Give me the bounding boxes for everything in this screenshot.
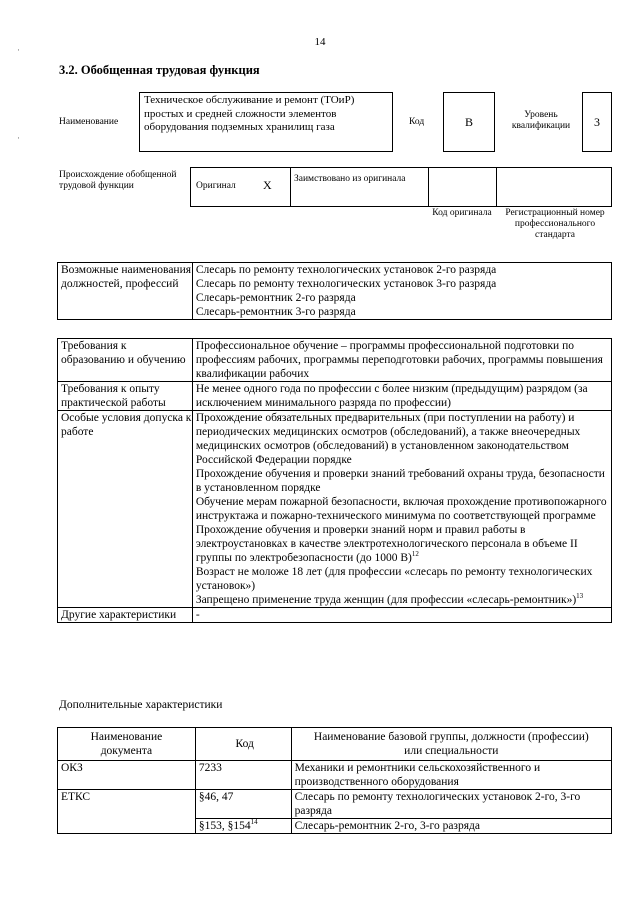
code-value-box: B <box>443 92 495 152</box>
table-row <box>58 339 612 382</box>
table-row <box>58 819 612 834</box>
function-name-box: Техническое обслуживание и ремонт (ТОиР) простых и средней сложности элементов оборудования подземных хранилищ газа <box>139 92 393 152</box>
section-title: 3.2. Обобщенная трудовая функция <box>59 63 260 77</box>
list-item: Запрещено применение труда женщин (для профессии «слесарь-ремонтник»)$^{13}$ <box>195 592 584 606</box>
other-value: - <box>192 608 611 623</box>
special-conditions <box>192 411 611 608</box>
code-label: Код <box>409 117 425 127</box>
original-label: Оригинал <box>196 181 236 191</box>
reg-number-label: Регистрационный номер профессионального стандарта <box>505 208 605 240</box>
list-item: Возраст не моложе 18 лет (для профессии «слесарь по ремонту технологических установок») <box>195 566 593 592</box>
column-header: Наименование документа <box>58 728 196 761</box>
divider <box>428 167 429 207</box>
footnote-ref: 13 <box>576 592 584 601</box>
other-label: Другие характеристики <box>58 608 193 623</box>
level-label: Уровень квалификации <box>511 110 571 131</box>
experience-value: Не менее одного года по профессии с более низким (предыдущим) разрядом (за исключением минимального разряда по профессии) <box>192 382 611 411</box>
positions-label: Возможные наименования должностей, профессий <box>58 263 193 320</box>
special-label: Особые условия допуска к работе <box>58 411 193 608</box>
table-cell: Слесарь-ремонтник 2-го, 3-го разряда <box>291 819 611 834</box>
table-cell: 7233 <box>195 761 291 790</box>
table-row <box>58 761 612 790</box>
margin-mark: · <box>17 45 20 55</box>
column-header: Код <box>195 728 291 761</box>
list-item: Слесарь по ремонту технологических установок 2-го разряда <box>195 264 497 276</box>
list-item: Прохождение обучения и проверки знаний требований охраны труда, безопасности в установленном порядке <box>195 468 605 494</box>
borrowed-label: Заимствовано из оригинала <box>294 174 406 184</box>
list-item: Прохождение обучения и проверки знаний норм и правил работы в электроустановках в качестве электротехнологического персонала в объеме II группы по электробезопасности (до 1000 В)$^{12}$ <box>195 524 578 564</box>
footnote-ref: 14 <box>250 818 258 827</box>
table-header-row <box>58 728 612 761</box>
origin-box <box>190 167 612 207</box>
footnote-ref: 12 <box>411 550 419 559</box>
additional-table <box>57 727 612 834</box>
list-item: Слесарь-ремонтник 3-го разряда <box>195 306 356 318</box>
divider <box>496 167 497 207</box>
table-cell: Механики и ремонтники сельскохозяйственного и производственного оборудования <box>291 761 611 790</box>
table-row <box>58 411 612 608</box>
list-item: Прохождение обязательных предварительных (при поступлении на работу) и периодических медицинских осмотров (обследований), а также внеочередных медицинских осмотров (обследований) в установленном законодательством Российской Федерации порядке <box>195 412 581 466</box>
table-cell: ЕТКС <box>58 790 196 819</box>
divider <box>290 167 291 207</box>
table-cell: ОКЗ <box>58 761 196 790</box>
table-cell: Слесарь по ремонту технологических установок 2-го, 3-го разряда <box>291 790 611 819</box>
list-item: Слесарь по ремонту технологических установок 3-го разряда <box>195 278 497 290</box>
list-item: Слесарь-ремонтник 2-го разряда <box>195 292 356 304</box>
page-number: 14 <box>314 36 326 48</box>
table-cell: §46, 47 <box>195 790 291 819</box>
table-row <box>58 382 612 411</box>
table-row <box>58 608 612 623</box>
education-value: Профессиональное обучение – программы профессиональной подготовки по профессиям рабочих, программы переподготовки рабочих, программы повышения квалификации рабочих <box>192 339 611 382</box>
name-label: Наименование <box>59 117 119 127</box>
code-original-label: Код оригинала <box>432 208 492 218</box>
positions-table <box>57 262 612 320</box>
table-cell: §153, $\S 154^{14}$ <box>195 819 291 834</box>
list-item: Обучение мерам пожарной безопасности, включая прохождение противопожарного инструктажа и пожарно-технического минимума по соответствующей программе <box>195 496 607 522</box>
origin-label: Происхождение обобщенной трудовой функции <box>59 170 177 191</box>
table-cell <box>58 819 196 834</box>
additional-title: Дополнительные характеристики <box>59 699 223 711</box>
requirements-table <box>57 338 612 623</box>
column-header: Наименование базовой группы, должности (профессии) или специальности <box>291 728 611 761</box>
education-label: Требования к образованию и обучению <box>58 339 193 382</box>
margin-mark: · <box>17 133 20 143</box>
positions-list <box>192 263 611 320</box>
level-value-box: 3 <box>582 92 612 152</box>
experience-label: Требования к опыту практической работы <box>58 382 193 411</box>
original-mark: X <box>263 178 272 192</box>
table-row <box>58 790 612 819</box>
